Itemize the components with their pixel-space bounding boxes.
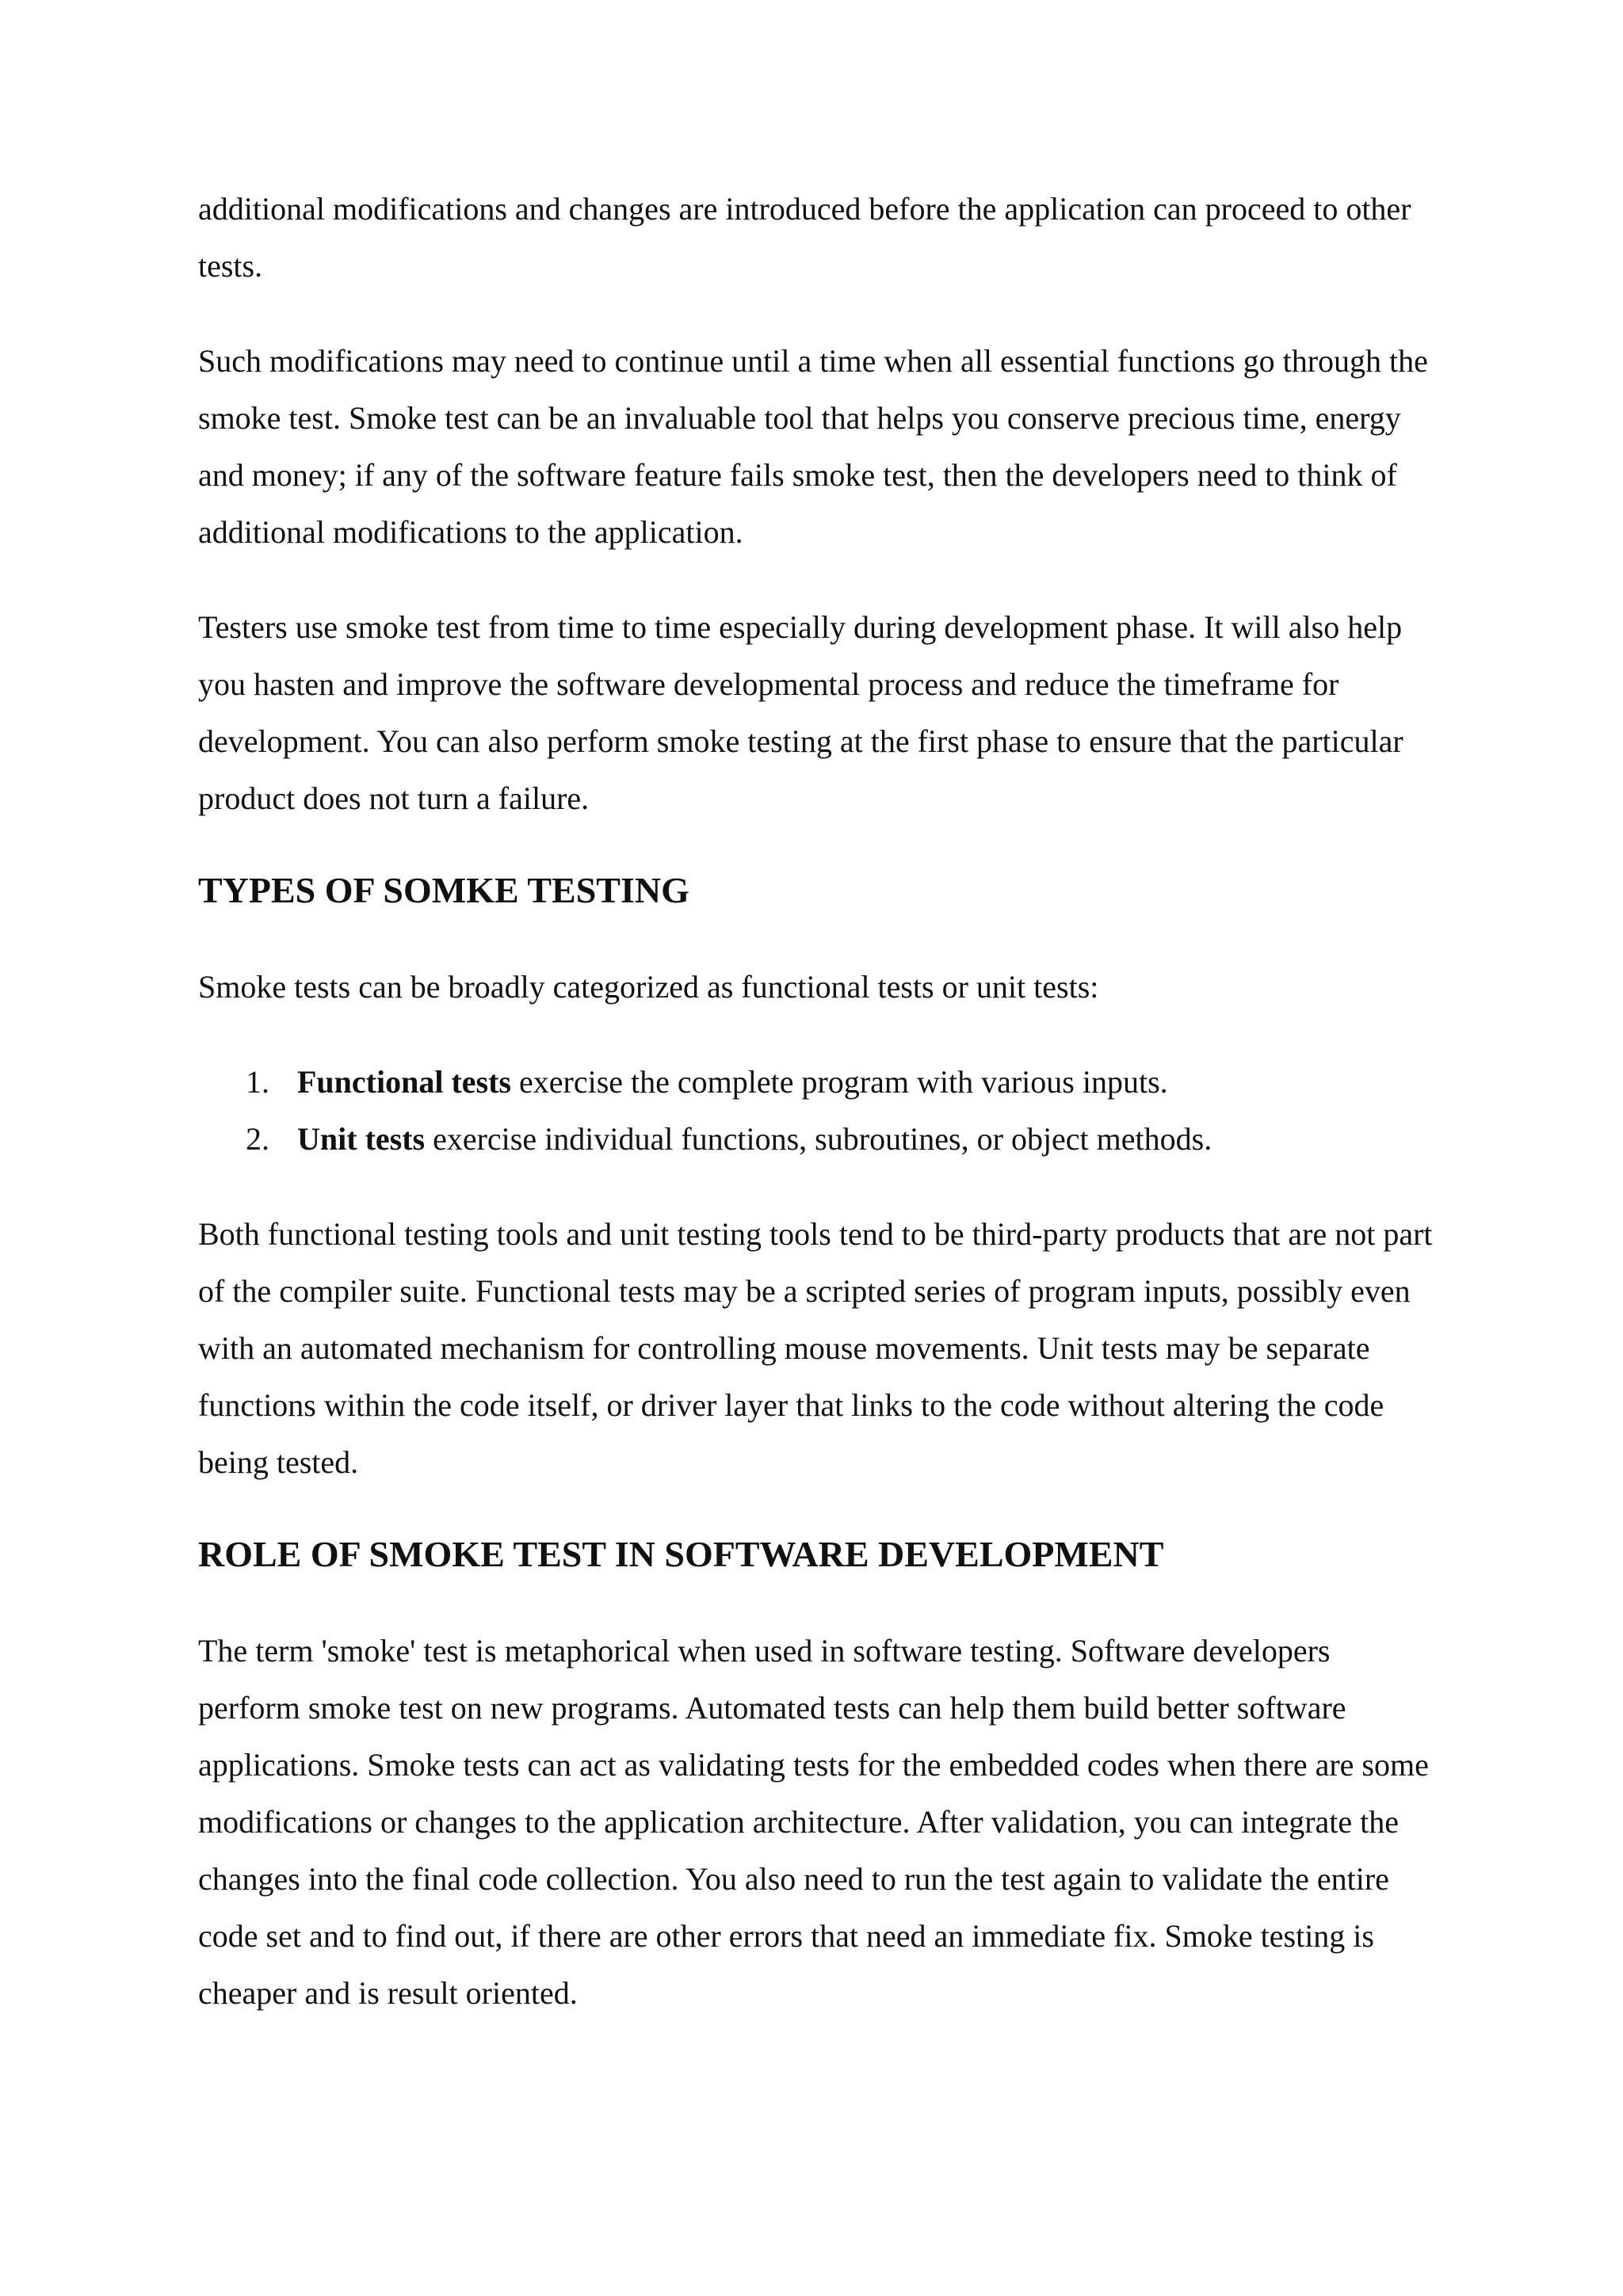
paragraph-role-body: The term 'smoke' test is metaphorical when used in software testing. Software developers perform smoke test on new programs. Automated tests can help them build better software applications. Smoke tests can act as validating tests for the embedded codes when there are some modifications or changes to the application architecture. After validation, you can integrate the changes into the final code collection. You also need to run the test again to validate the entire code set and to find out, if there are other errors that need an immediate fix. Smoke testing is cheaper and is result oriented. bbox=[198, 1633, 1429, 2011]
list-item-unit-tests bbox=[198, 1111, 1434, 1168]
list-item-text: exercise individual functions, subroutines, or object methods. bbox=[425, 1121, 1212, 1157]
paragraph-continuation: additional modifications and changes are introduced before the application can proceed to other tests. bbox=[198, 191, 1411, 284]
list-item-term: Unit tests bbox=[297, 1121, 426, 1157]
paragraph-types-intro: Smoke tests can be broadly categorized as functional tests or unit tests: bbox=[198, 969, 1099, 1005]
heading-types-of-smoke-testing: TYPES OF SOMKE TESTING bbox=[198, 870, 689, 910]
list-item-functional-tests bbox=[198, 1054, 1434, 1111]
heading-role-of-smoke-test: ROLE OF SMOKE TEST IN SOFTWARE DEVELOPMENT bbox=[198, 1534, 1164, 1574]
list-item-number: 2. bbox=[246, 1121, 269, 1157]
list-item-text: exercise the complete program with various inputs. bbox=[511, 1064, 1168, 1100]
paragraph-modifications: Such modifications may need to continue until a time when all essential functions go through the smoke test. Smoke test can be an invaluable tool that helps you conserve precious time, energy and money; if any of the software feature fails smoke test, then the developers need to think of additional modifications to the application. bbox=[198, 343, 1428, 550]
paragraph-testers: Testers use smoke test from time to time especially during development phase. It will also help you hasten and improve the software developmental process and reduce the timeframe for development. You can also perform smoke testing at the first phase to ensure that the particular product does not turn a failure. bbox=[198, 609, 1403, 816]
list-item-number: 1. bbox=[246, 1064, 269, 1100]
test-types-list bbox=[198, 1054, 1434, 1168]
list-item-term: Functional tests bbox=[297, 1064, 511, 1100]
page-content bbox=[198, 181, 1434, 2060]
paragraph-testing-tools: Both functional testing tools and unit testing tools tend to be third-party products that are not part of the compiler suite. Functional tests may be a scripted series of program inputs, possibly even with an automated mechanism for controlling mouse movements. Unit tests may be separate functions within the code itself, or driver layer that links to the code without altering the code being tested. bbox=[198, 1216, 1433, 1480]
